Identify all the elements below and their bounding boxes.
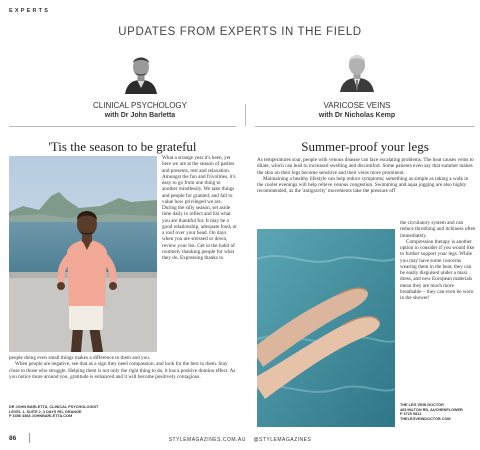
right-credit-line: P 3720 9812 xyxy=(400,412,422,417)
right-article-title: Summer-proof your legs xyxy=(301,139,429,154)
left-credit-line: DR JOHN BARLETTA, CLINICAL PSYCHOLOGIST xyxy=(9,405,99,409)
right-topic xyxy=(257,101,457,121)
left-topic xyxy=(40,101,240,121)
waterfront-photo xyxy=(9,156,157,352)
left-credit-line: P 3356 4468 JOHNBARLETTA.COM xyxy=(9,414,73,419)
section-label: EXPERTS xyxy=(9,8,51,14)
right-wide-paragraph-1: As temperatures soar, people with venous disease can face escalating problems. The heat causes veins to dilate, which can lead to increased swelling and discomfort. Some patients even say that summer makes the skin on their legs become sensitive and their veins more prominent. xyxy=(257,157,474,176)
footer-social-handle[interactable]: @STYLEMAGAZINES xyxy=(253,437,312,443)
left-wide-paragraph-1: people doing even small things makes a difference to them and you. xyxy=(9,355,151,361)
right-narrow-paragraph-2: Compression therapy is another option to consider if you would like to further support your legs. While you may have some concerns wearing them in the heat, they can be easily disguised under a maxi dress, and new European materials mean they are much more breathable – they can even be worn in the shower! xyxy=(400,238,475,301)
right-topic-label: VARICOSE VEINS xyxy=(323,101,391,110)
right-credit-line: THE LEG VEIN DOCTOR xyxy=(400,403,444,407)
left-header-rule xyxy=(9,126,236,127)
left-narrow-text xyxy=(162,155,237,355)
right-wide-text xyxy=(257,157,475,223)
right-credit-line: 465 MILTON RD, AUCHENFLOWER xyxy=(400,407,463,412)
nicholas-kemp-portrait xyxy=(337,46,377,92)
right-wide-paragraph-2: Maintaining a healthy lifestyle can help reduce symptoms; something as simple as taking a walk in the cooler evenings will help relieve venous congestion. Swimming and aqua jogging are also highly recommended, as the 'antigravity' movements take the pressure off xyxy=(257,175,469,195)
left-wide-paragraph-2: When people are negative, see that as a sign they need compassion, and look for the best in them. Stay close to those who struggle. Helping them is not only the right thing to do, it has a positive domino effect. As you notice more around you, gratitude is enhanced and it will become positively contagious. xyxy=(9,361,236,380)
pool-legs-photo xyxy=(257,229,395,427)
left-credit-line: LEVEL 1, SUITE 2, 3 DAYS RD, GRANGE xyxy=(9,409,82,414)
footer-publication xyxy=(0,437,480,443)
right-credit xyxy=(400,403,476,421)
right-credit-line: THELEGVEINDOCTOR.COM xyxy=(400,416,451,421)
left-credit xyxy=(9,405,209,419)
right-narrow-paragraph-1: the circulatory system and can reduce throbbing and itchiness often immediately. xyxy=(400,220,476,239)
right-header-rule xyxy=(255,126,475,127)
left-topic-label: CLINICAL PSYCHOLOGY xyxy=(93,101,187,110)
page-number: 86 xyxy=(9,435,17,442)
page-heading: UPDATES FROM EXPERTS IN THE FIELD xyxy=(118,26,362,38)
right-narrow-text xyxy=(400,220,476,402)
footer-site-link[interactable]: STYLEMAGAZINES.COM.AU xyxy=(168,437,246,443)
right-author-line: with Dr Nicholas Kemp xyxy=(318,112,396,119)
column-divider xyxy=(245,104,246,126)
left-narrow-paragraph: What a strange year it's been, yet here we are at the season of parties and presents, rest and relaxation. Amongst the fun and frivolities, it's easy to go from one thing to another mindlessly. We take things and people for granted, and fail to value how privileged we are. During the silly season, set aside time daily to reflect and list what you are thankful for. It may be a good relationship, adequate food, or a roof over your head. On days when you are stressed or down, review your list. Get in the habit of routinely thanking people for what they do. Expressing thanks to xyxy=(162,155,237,261)
left-article-title: 'Tis the season to be grateful xyxy=(48,139,197,154)
john-barletta-portrait xyxy=(121,48,161,94)
left-wide-text xyxy=(9,355,237,399)
left-author-line: with Dr John Barletta xyxy=(104,112,176,119)
